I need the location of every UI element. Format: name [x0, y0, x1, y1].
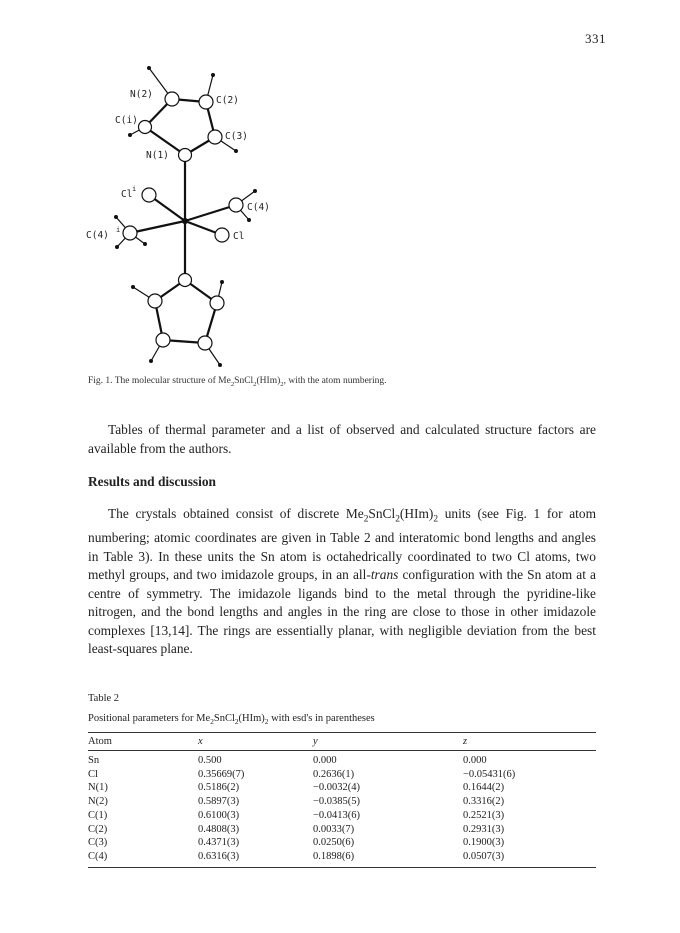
cell-x: 0.5897(3) [198, 796, 240, 808]
table-row [88, 836, 596, 850]
cell-atom: Sn [88, 755, 100, 766]
cell-x: 0.4808(3) [198, 823, 240, 835]
atom-c2-i [156, 333, 170, 347]
header-atom: Atom [88, 733, 198, 751]
cell-z: 0.1900(3) [463, 837, 505, 849]
label-n2: N(2) [130, 89, 153, 100]
header-y: y [313, 733, 463, 751]
cell-z: 0.0507(3) [463, 850, 596, 867]
label-c4: C(4) [247, 202, 270, 213]
label-c3: C(3) [225, 131, 248, 142]
cell-y: −0.0385(5) [313, 796, 361, 808]
atom-n2 [165, 92, 179, 106]
table-row [88, 809, 596, 823]
label-c4-i: C(4) [86, 230, 109, 241]
cell-y: 0.000 [313, 755, 337, 766]
table-row [88, 850, 596, 867]
label-cl: Cl [233, 231, 245, 242]
cell-x: 0.5186(2) [198, 782, 240, 794]
atom-sn [183, 219, 188, 224]
cell-x: 0.4371(3) [198, 837, 240, 849]
atom-c1-i [210, 296, 224, 310]
label-c2: C(2) [216, 95, 239, 106]
figure-caption: Fig. 1. The molecular structure of $Me_2SnCl_2(HIm)_2$, with the atom numbering. [88, 376, 387, 388]
cell-z: −0.05431(6) [463, 768, 516, 780]
cell-x: 0.6100(3) [198, 809, 240, 821]
atom-c2 [199, 95, 213, 109]
bond [185, 205, 236, 221]
atom-c1 [139, 121, 152, 134]
cell-y: 0.0033(7) [313, 823, 355, 835]
bond [130, 221, 185, 233]
header-x: x [198, 733, 313, 751]
cell-x: 0.35669(7) [198, 768, 245, 780]
cell-atom: C(4) [88, 850, 198, 867]
cell-y: 0.2636(1) [313, 768, 355, 780]
atom-c4-i [123, 226, 137, 240]
section-heading: Results and discussion [88, 474, 217, 489]
label-c1: C(i) [115, 115, 138, 126]
cell-z: 0.2521(3) [463, 809, 505, 821]
cell-z: 0.000 [463, 755, 487, 766]
atom-cl-i [142, 188, 156, 202]
cell-x: 0.500 [198, 755, 222, 766]
cell-atom: Cl [88, 768, 98, 780]
cell-z: 0.2931(3) [463, 823, 505, 835]
label-c4-i-superscript: i [116, 226, 121, 234]
positional-parameters-table [88, 732, 596, 868]
label-cl-i: Cl [121, 189, 133, 200]
label-cl-i-superscript: i [132, 185, 137, 193]
cell-atom: N(2) [88, 796, 108, 808]
table-header-row [88, 733, 596, 751]
cell-y: −0.0413(6) [313, 809, 361, 821]
table-label: Table 2 [88, 693, 120, 704]
cell-atom: C(3) [88, 837, 108, 849]
cell-y: 0.1898(6) [313, 850, 463, 867]
header-z: z [463, 733, 596, 751]
cell-z: 0.3316(2) [463, 796, 505, 808]
cell-z: 0.1644(2) [463, 782, 505, 794]
atom-cl [215, 228, 229, 242]
table-row [88, 781, 596, 795]
table-row [88, 795, 596, 809]
cell-atom: C(2) [88, 823, 108, 835]
page-number: 331 [585, 31, 606, 46]
atom-n1 [179, 149, 192, 162]
molecular-structure-figure [70, 55, 330, 375]
cell-atom: C(1) [88, 809, 108, 821]
table-title: Positional parameters for $Me_2SnCl_2(HIm)_2$ with esd's in parentheses [88, 713, 375, 727]
paragraph-supplementary: Tables of thermal parameter and a list of observed and calculated structure factors are available from the authors. [88, 422, 596, 456]
atom-c3-i [148, 294, 162, 308]
cell-y: −0.0032(4) [313, 782, 361, 794]
table-row [88, 768, 596, 782]
atom-c3 [208, 130, 222, 144]
paragraph-results: The crystals obtained consist of discrete $Me_2SnCl_2(HIm)_2$ units (see Fig. 1 for atom numbering; atomic coordinates are given in Table 2 and interatomic bond lengths and angles in Table 3). In these units the Sn atom is octahedrically coordinated to two Cl atoms, two methyl groups, and two imidazole groups, in an all-trans configuration with the Sn atom at a centre of symmetry. The imidazole ligands bind to the metal through the pyridine-like nitrogen, and the bond lengths and angles in the ring are close to those in other imidazole complexes [13,14]. The rings are essentially planar, with negligible deviation from the best least-squares plane. [88, 506, 597, 657]
label-n1: N(1) [146, 150, 169, 161]
atom-n2-i [198, 336, 212, 350]
table-row [88, 823, 596, 837]
atom-n1-i [179, 274, 192, 287]
cell-atom: N(1) [88, 782, 108, 794]
cell-x: 0.6316(3) [198, 850, 313, 867]
cell-y: 0.0250(6) [313, 837, 355, 849]
atom-c4 [229, 198, 243, 212]
table-row [88, 751, 596, 768]
